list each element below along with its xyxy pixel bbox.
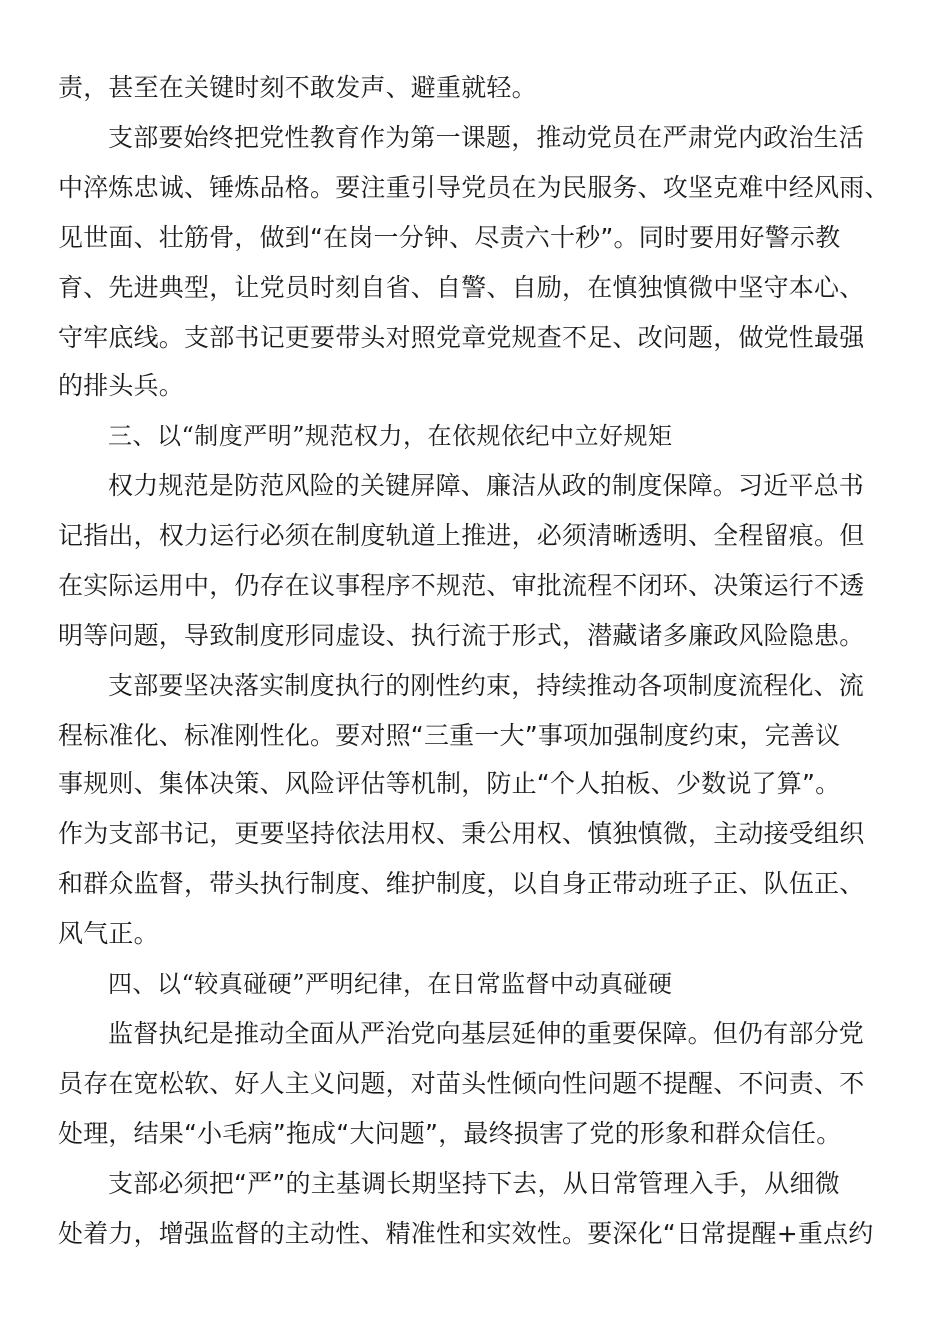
body-line: 处理，结果“小毛病”拖成“大问题”，最终损害了党的形象和群众信任。 (58, 1119, 842, 1148)
body-line: 事规则、集体决策、风险评估等机制，防止“个人拍板、少数说了算”。 (58, 769, 841, 798)
body-line: 处着力，增强监督的主动性、精准性和实效性。要深化“日常提醒+重点约 (58, 1219, 874, 1248)
body-line: 的排头兵。 (58, 371, 185, 400)
body-line: 见世面、壮筋骨，做到“在岗一分钟、尽责六十秒”。同时要用好警示教 (58, 223, 841, 252)
body-line: 风气正。 (58, 919, 159, 948)
body-line: 中淬炼忠诚、锤炼品格。要注重引导党员在为民服务、攻坚克难中经风雨、 (58, 173, 890, 202)
paragraph-first-line: 支部要坚决落实制度执行的刚性约束，持续推动各项制度流程化、流 (108, 671, 865, 700)
body-line: 程标准化、标准刚性化。要对照“三重一大”事项加强制度约束，完善议 (58, 721, 841, 750)
section-heading-4: 四、以“较真碰硬”严明纪律，在日常监督中动真碰硬 (108, 970, 673, 998)
body-line: 员存在宽松软、好人主义问题，对苗头性倾向性问题不提醒、不问责、不 (58, 1069, 865, 1098)
paragraph-first-line: 权力规范是防范风险的关键屏障、廉洁从政的制度保障。习近平总书 (108, 471, 865, 500)
body-line: 在实际运用中，仍存在议事程序不规范、审批流程不闭环、决策运行不透 (58, 571, 865, 600)
body-line: 记指出，权力运行必须在制度轨道上推进，必须清晰透明、全程留痕。但 (58, 521, 865, 550)
body-line: 作为支部书记，更要坚持依法用权、秉公用权、慎独慎微，主动接受组织 (58, 819, 865, 848)
paragraph-first-line: 监督执纪是推动全面从严治党向基层延伸的重要保障。但仍有部分党 (108, 1019, 865, 1048)
body-line: 育、先进典型，让党员时刻自省、自警、自励，在慎独慎微中坚守本心、 (58, 273, 865, 302)
body-line: 守牢底线。支部书记更要带头对照党章党规查不足、改问题，做党性最强 (58, 323, 865, 352)
body-line: 和群众监督，带头执行制度、维护制度，以自身正带动班子正、队伍正、 (58, 869, 865, 898)
body-line: 明等问题，导致制度形同虚设、执行流于形式，潜藏诸多廉政风险隐患。 (58, 621, 865, 650)
section-heading-3: 三、以“制度严明”规范权力，在依规依纪中立好规矩 (108, 422, 673, 450)
paragraph-first-line: 支部要始终把党性教育作为第一课题，推动党员在严肃党内政治生活 (108, 123, 865, 152)
paragraph-first-line: 支部必须把“严”的主基调长期坚持下去，从日常管理入手，从细微 (108, 1169, 840, 1198)
body-line: 责，甚至在关键时刻不敢发声、避重就轻。 (58, 73, 537, 102)
